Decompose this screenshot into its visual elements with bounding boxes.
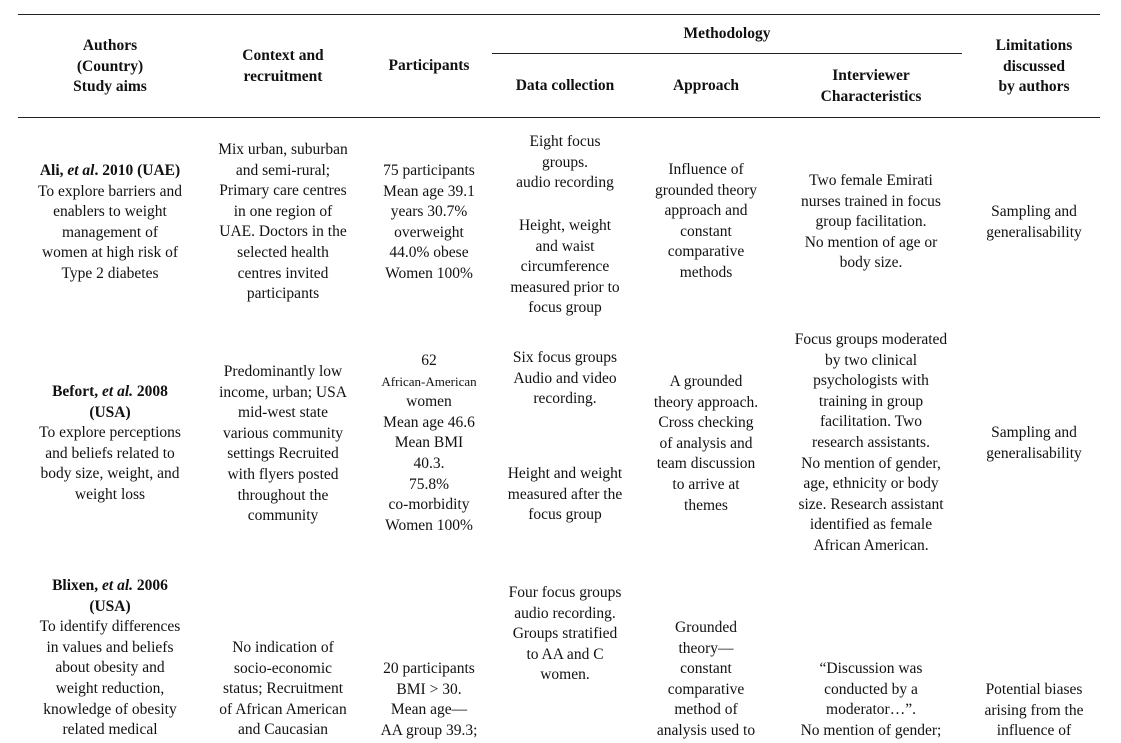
- row3-approach: Grounded theory— constant comparative method of analysis used to: [656, 619, 756, 739]
- header-methodology: Methodology: [683, 25, 771, 42]
- row3-interviewer: “Discussion was conducted by a moderator…”. No mention of gender;: [800, 660, 942, 739]
- header-approach: Approach: [672, 77, 740, 94]
- header-bottom-rule: [18, 117, 1100, 118]
- row3-authors: Blixen, et al. 2006 (USA) To identify differences in values and beliefs about obesity and weight reduction, knowledge of obesity related medical: [39, 577, 181, 739]
- header-data-collection: Data collection: [515, 77, 615, 94]
- row3-participants: 20 participants BMI > 30. Mean age— AA group 39.3;: [380, 660, 478, 739]
- row2-authors: Befort, et al. 2008 (USA) To explore perceptions and beliefs related to body size, weight, and weight loss: [39, 383, 181, 503]
- header-limitations: Limitations discussed by authors: [995, 37, 1073, 96]
- row2-data-collection-a: Six focus groups Audio and video recording.: [512, 349, 618, 408]
- row2-limitations: Sampling and generalisability: [986, 424, 1082, 462]
- row3-limitations: Potential biases arising from the influence of: [984, 681, 1084, 740]
- methodology-subrule: [492, 53, 962, 54]
- row1-authors: Ali, et al. 2010 (UAE) To explore barriers and enablers to weight management of women at high risk of Type 2 diabetes: [38, 162, 182, 282]
- row1-limitations: Sampling and generalisability: [986, 203, 1082, 241]
- row3-data-collection: Four focus groups audio recording. Groups stratified to AA and C women.: [508, 584, 622, 684]
- row1-data-collection-b: Height, weight and waist circumference measured prior to focus group: [510, 217, 620, 317]
- row2-interviewer: Focus groups moderated by two clinical psychologists with training in group facilitation. Two research assistants. No mention of gender, age, ethnicity or body size. Research assistant identified as female African American.: [794, 331, 948, 554]
- row1-approach: Influence of grounded theory approach and constant comparative methods: [654, 161, 757, 281]
- table-top-rule: [18, 14, 1100, 15]
- row1-context: Mix urban, suburban and semi-rural; Primary care centres in one region of UAE. Doctors in the selected health centres invited participants: [218, 141, 348, 303]
- row1-interviewer: Two female Emirati nurses trained in focus group facilitation. No mention of age or body size.: [801, 172, 941, 272]
- header-context: Context and recruitment: [242, 47, 324, 85]
- row2-participants: 62 African-American women Mean age 46.6 Mean BMI 40.3. 75.8% co-morbidity Women 100%: [381, 352, 477, 534]
- header-interviewer: Interviewer Characteristics: [820, 67, 922, 105]
- row1-participants: 75 participants Mean age 39.1 years 30.7% overweight 44.0% obese Women 100%: [383, 162, 475, 282]
- row2-context: Predominantly low income, urban; USA mid-west state various community settings Recruited with flyers posted throughout the community: [219, 363, 347, 525]
- row1-data-collection-a: Eight focus groups. audio recording: [516, 133, 614, 192]
- row3-context: No indication of socio-economic status; Recruitment of African American and Caucasian: [219, 639, 347, 739]
- row2-approach: A grounded theory approach. Cross checking of analysis and team discussion to arrive at themes: [653, 373, 759, 514]
- header-authors: Authors (Country) Study aims: [73, 37, 147, 96]
- header-participants: Participants: [388, 57, 470, 74]
- row2-data-collection-b: Height and weight measured after the focus group: [507, 465, 623, 524]
